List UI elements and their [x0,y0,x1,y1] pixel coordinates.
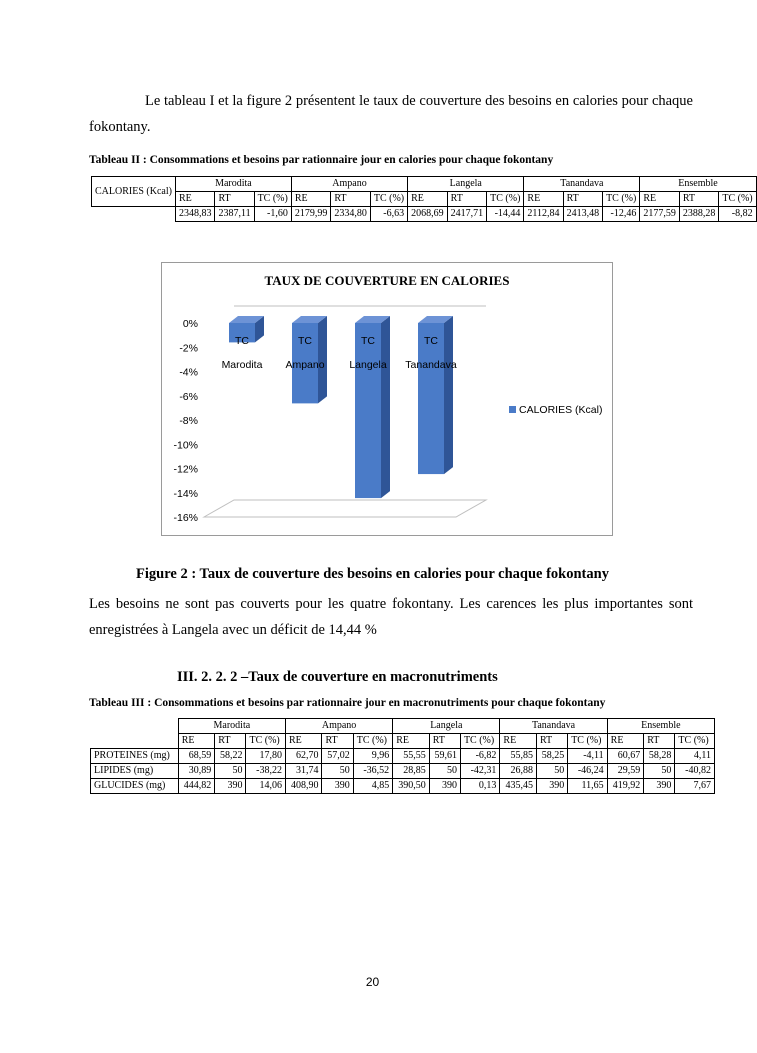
table3-group-header: Langela [393,719,500,734]
table3-cell: 26,88 [500,764,537,779]
table3-group-header: Ensemble [607,719,714,734]
table3-cell: 390 [536,779,567,794]
chart-container [161,262,613,536]
table3-row [91,779,715,794]
table3-cell: 390 [215,779,246,794]
table3-cell: 4,11 [675,749,715,764]
table3-subheader: RE [285,734,322,749]
table3-cell: 408,90 [285,779,322,794]
table2-cell: 2112,84 [524,207,563,222]
y-tick-label: -4% [179,366,198,379]
table3-row-label: LIPIDES (mg) [91,764,179,779]
table2-subheader: RE [640,192,680,207]
table3-subheader: RT [644,734,675,749]
table2-subheader: RT [331,192,371,207]
table3-subheader: TC (%) [568,734,607,749]
table3-row [91,749,715,764]
table3-cell: 55,85 [500,749,537,764]
table3-subheader: RT [536,734,567,749]
table3-cell: -42,31 [460,764,499,779]
table3-cell: -40,82 [675,764,715,779]
y-tick-label: -12% [173,463,198,476]
y-tick-label: 0% [182,318,198,330]
table3-cell: 50 [536,764,567,779]
y-tick-label: -2% [179,342,198,355]
table3-cell: 28,85 [393,764,430,779]
table3-cell: 58,25 [536,749,567,764]
table3 [90,718,715,794]
chart-y-axis [173,318,198,524]
table3-cell: 390 [644,779,675,794]
table2-cell: 2179,99 [291,207,331,222]
page-number: 20 [365,975,380,989]
table3-cell: 390 [322,779,353,794]
table2-group-header: Marodita [175,177,291,192]
chart-legend [509,404,602,416]
table3-subheader: TC (%) [460,734,499,749]
table2-row-label: CALORIES (Kcal) [92,177,176,207]
table3-cell: 7,67 [675,779,715,794]
table2-cell: 2417,71 [447,207,487,222]
table3-cell: 50 [429,764,460,779]
table2-subheader: TC (%) [603,192,640,207]
table3-subheader: RT [322,734,353,749]
y-tick-label: -16% [173,512,198,524]
table2-subheader: RE [175,192,215,207]
table3-row-label: PROTEINES (mg) [91,749,179,764]
table3-subheader: RE [178,734,215,749]
table3-cell: -6,82 [460,749,499,764]
table3-subheader: RT [429,734,460,749]
table3-cell: 59,61 [429,749,460,764]
table2-group-header: Langela [408,177,524,192]
table3-cell: 444,82 [178,779,215,794]
bar-side [444,316,453,474]
table2-subheader: TC (%) [719,192,756,207]
y-tick-label: -8% [179,415,198,427]
table2-group-header: Ensemble [640,177,756,192]
table2-cell: 2388,28 [679,207,719,222]
section-title: III. 2. 2. 2 –Taux de couverture en macronutriments [177,669,498,685]
table3-subheader: RE [500,734,537,749]
table3-cell: -4,11 [568,749,607,764]
category-label-line2: Langela [349,359,387,371]
table3-row-label: GLUCIDES (mg) [91,779,179,794]
table3-cell: -36,52 [353,764,392,779]
category-label-line1: TC [235,335,249,347]
table2-cell: 2334,80 [331,207,371,222]
table3-subheader: TC (%) [675,734,715,749]
figure2-caption: Figure 2 : Taux de couverture des besoins en calories pour chaque fokontany [136,566,609,582]
table3-corner [91,719,179,734]
table3-subheader: RE [607,734,644,749]
table2-cell: -8,82 [719,207,756,222]
table2-cell: -12,46 [603,207,640,222]
table2-subheader: RT [447,192,487,207]
table3-corner-2 [91,734,179,749]
table3-cell: 58,22 [215,749,246,764]
table3-cell: 60,67 [607,749,644,764]
legend-swatch [509,406,516,413]
table3-cell: 390 [429,779,460,794]
table3-subheader: TC (%) [246,734,285,749]
table3-cell: 435,45 [500,779,537,794]
table3-cell: 50 [644,764,675,779]
table2-subheader: TC (%) [370,192,407,207]
table3-row [91,764,715,779]
table2-empty-cell [92,207,176,222]
table3-subheader: TC (%) [353,734,392,749]
table3-cell: 4,85 [353,779,392,794]
table3-group-header: Marodita [178,719,285,734]
table3-cell: 0,13 [460,779,499,794]
category-label-line2: Tanandava [405,359,457,371]
table3-subheader: RE [393,734,430,749]
table3-cell: 390,50 [393,779,430,794]
intro-paragraph: Le tableau I et la figure 2 présentent le taux de couverture des besoins en calories pour chaque fokontany. [89,93,693,135]
table3-cell: 62,70 [285,749,322,764]
table3-cell: 29,59 [607,764,644,779]
table3-cell: 419,92 [607,779,644,794]
table2-cell: 2348,83 [175,207,215,222]
table3-cell: 14,06 [246,779,285,794]
table2-group-header: Tanandava [524,177,640,192]
table3-cell: 68,59 [178,749,215,764]
table2-cell: -14,44 [487,207,524,222]
y-tick-label: -14% [173,487,198,500]
table3-subheader: RT [215,734,246,749]
table3-cell: 31,74 [285,764,322,779]
paragraph-2: Les besoins ne sont pas couverts pour les quatre fokontany. Les carences les plus importantes sont enregistrées à Langela avec un déficit de 14,44 % [89,596,693,638]
table3-cell: 55,55 [393,749,430,764]
table2-subheader: RT [563,192,603,207]
table3-cell: 58,28 [644,749,675,764]
category-label-line1: TC [424,335,438,347]
table3-cell: 50 [322,764,353,779]
table2-cell: 2177,59 [640,207,680,222]
table2-cell: -1,60 [254,207,291,222]
table2-caption: Tableau II : Consommations et besoins par rationnaire jour en calories pour chaque fokontany [89,154,554,166]
calories-chart [162,263,612,535]
chart-title: TAUX DE COUVERTURE EN CALORIES [264,273,510,288]
table3-cell: -38,22 [246,764,285,779]
table3-cell: 11,65 [568,779,607,794]
bar-front [355,323,381,498]
table2 [91,176,757,222]
bar-side [381,316,390,498]
table2-subheader: RT [679,192,719,207]
table3-cell: 30,89 [178,764,215,779]
y-tick-label: -10% [173,439,198,452]
category-label-line1: TC [298,335,312,347]
chart-bars [229,316,453,498]
category-label-line1: TC [361,335,375,347]
table2-subheader: TC (%) [487,192,524,207]
table2-cell: -6,63 [370,207,407,222]
table2-cell: 2068,69 [408,207,448,222]
table2-subheader: RE [524,192,563,207]
table3-cell: 57,02 [322,749,353,764]
legend-label: CALORIES (Kcal) [519,404,603,416]
table2-group-header: Ampano [291,177,407,192]
table3-cell: -46,24 [568,764,607,779]
category-label-line2: Marodita [221,359,263,371]
table3-cell: 9,96 [353,749,392,764]
table2-subheader: TC (%) [254,192,291,207]
table2-cell: 2387,11 [215,207,254,222]
table3-cell: 17,80 [246,749,285,764]
table2-subheader: RE [291,192,331,207]
table3-cell: 50 [215,764,246,779]
table3-group-header: Tanandava [500,719,607,734]
y-tick-label: -6% [179,390,198,403]
table2-subheader: RT [215,192,254,207]
table2-cell: 2413,48 [563,207,603,222]
table3-group-header: Ampano [285,719,392,734]
chart-floor [204,500,486,517]
table2-subheader: RE [408,192,448,207]
category-label-line2: Ampano [285,359,325,371]
table3-caption: Tableau III : Consommations et besoins par rationnaire jour en macronutriments pour chaque fokontany [89,697,606,709]
